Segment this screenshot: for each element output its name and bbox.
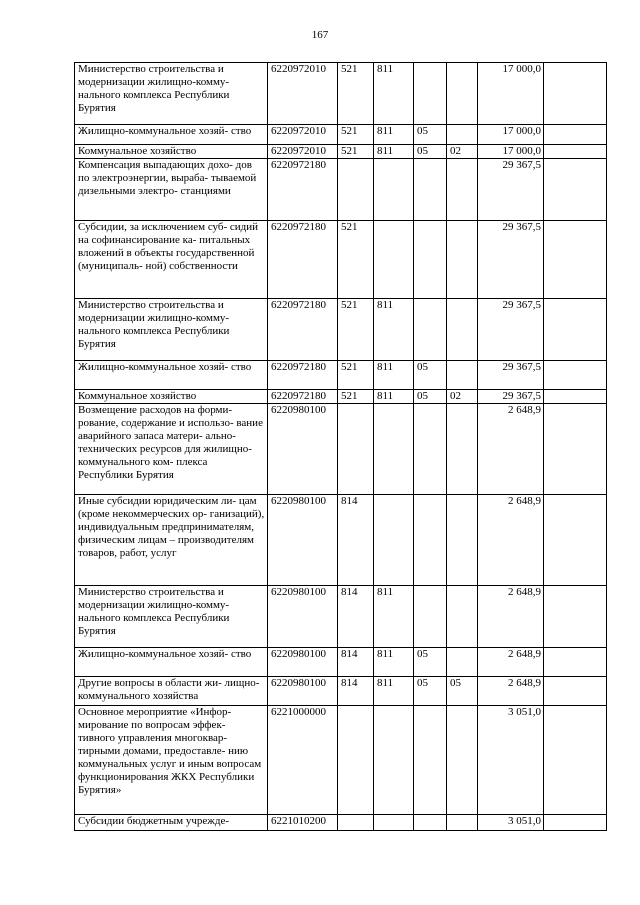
cell-rz: 05 — [414, 145, 447, 159]
cell-vr — [338, 404, 374, 495]
cell-sum: 2 648,9 — [478, 677, 544, 706]
cell-sum: 29 367,5 — [478, 390, 544, 404]
cell-csr: 6220980100 — [268, 586, 338, 648]
cell-pr — [447, 404, 478, 495]
table-row — [75, 706, 607, 815]
cell-sum: 29 367,5 — [478, 221, 544, 299]
cell-name: Жилищно-коммунальное хозяй- ство — [75, 125, 268, 145]
cell-csr: 6221000000 — [268, 706, 338, 815]
cell-vr: 521 — [338, 221, 374, 299]
table-row — [75, 495, 607, 586]
cell-empty — [544, 648, 607, 677]
cell-pr: 05 — [447, 677, 478, 706]
table-row — [75, 299, 607, 361]
cell-name: Министерство строительства и модернизации жилищно-комму- нального комплекса Республики Бурятия — [75, 63, 268, 125]
cell-empty — [544, 125, 607, 145]
table-body — [75, 63, 607, 831]
table-row — [75, 63, 607, 125]
cell-grbs: 811 — [374, 125, 414, 145]
cell-rz — [414, 815, 447, 831]
cell-vr: 521 — [338, 299, 374, 361]
cell-sum: 17 000,0 — [478, 145, 544, 159]
cell-rz: 05 — [414, 390, 447, 404]
cell-csr: 6221010200 — [268, 815, 338, 831]
cell-csr: 6220980100 — [268, 404, 338, 495]
cell-empty — [544, 586, 607, 648]
cell-name: Другие вопросы в области жи- лищно-коммунального хозяйства — [75, 677, 268, 706]
cell-pr — [447, 495, 478, 586]
cell-name: Иные субсидии юридическим ли- цам (кроме некоммерческих ор- ганизаций), индивидуальным предпринимателям, физическим лицам – производителям товаров, работ, услуг — [75, 495, 268, 586]
cell-empty — [544, 390, 607, 404]
cell-empty — [544, 706, 607, 815]
cell-pr: 02 — [447, 390, 478, 404]
cell-vr: 521 — [338, 63, 374, 125]
table-row — [75, 586, 607, 648]
cell-vr: 521 — [338, 390, 374, 404]
cell-name: Основное мероприятие «Инфор- мирование по вопросам эффек- тивного управления многоквар- тирными домами, предоставле- нию коммунальных услуг и иным вопросам функционирования ЖКХ Республики Бурятия» — [75, 706, 268, 815]
cell-grbs: 811 — [374, 63, 414, 125]
cell-sum: 29 367,5 — [478, 299, 544, 361]
table-row — [75, 361, 607, 390]
cell-vr: 814 — [338, 677, 374, 706]
cell-empty — [544, 221, 607, 299]
cell-empty — [544, 815, 607, 831]
cell-csr: 6220980100 — [268, 495, 338, 586]
cell-rz — [414, 63, 447, 125]
cell-pr: 02 — [447, 145, 478, 159]
table-row — [75, 815, 607, 831]
cell-rz — [414, 706, 447, 815]
cell-sum: 29 367,5 — [478, 159, 544, 221]
cell-pr — [447, 815, 478, 831]
cell-sum: 3 051,0 — [478, 815, 544, 831]
cell-pr — [447, 159, 478, 221]
cell-csr: 6220972180 — [268, 361, 338, 390]
cell-grbs: 811 — [374, 677, 414, 706]
cell-vr: 814 — [338, 586, 374, 648]
cell-pr — [447, 221, 478, 299]
cell-sum: 17 000,0 — [478, 125, 544, 145]
table-row — [75, 125, 607, 145]
cell-rz: 05 — [414, 361, 447, 390]
cell-csr: 6220972180 — [268, 299, 338, 361]
cell-empty — [544, 677, 607, 706]
cell-sum: 2 648,9 — [478, 648, 544, 677]
cell-rz — [414, 404, 447, 495]
cell-sum: 29 367,5 — [478, 361, 544, 390]
cell-vr — [338, 706, 374, 815]
cell-grbs — [374, 404, 414, 495]
cell-grbs — [374, 495, 414, 586]
cell-rz: 05 — [414, 648, 447, 677]
cell-empty — [544, 404, 607, 495]
cell-grbs: 811 — [374, 145, 414, 159]
cell-csr: 6220972180 — [268, 390, 338, 404]
cell-vr: 521 — [338, 125, 374, 145]
cell-vr: 521 — [338, 145, 374, 159]
cell-vr: 814 — [338, 495, 374, 586]
cell-grbs — [374, 815, 414, 831]
cell-empty — [544, 145, 607, 159]
cell-empty — [544, 63, 607, 125]
cell-pr — [447, 63, 478, 125]
cell-rz — [414, 586, 447, 648]
cell-grbs — [374, 159, 414, 221]
cell-grbs — [374, 706, 414, 815]
table-row — [75, 390, 607, 404]
cell-pr — [447, 125, 478, 145]
budget-table — [74, 62, 607, 831]
cell-name: Возмещение расходов на форми- рование, содержание и использо- вание аварийного запаса матери- ально-технических ресурсов для жилищно-коммунального ком- плекса Республики Бурятия — [75, 404, 268, 495]
cell-pr — [447, 299, 478, 361]
table-row — [75, 404, 607, 495]
cell-empty — [544, 159, 607, 221]
table-row — [75, 677, 607, 706]
cell-csr: 6220972010 — [268, 63, 338, 125]
table-row — [75, 145, 607, 159]
cell-rz — [414, 159, 447, 221]
cell-grbs — [374, 221, 414, 299]
cell-name: Жилищно-коммунальное хозяй- ство — [75, 648, 268, 677]
cell-rz — [414, 495, 447, 586]
cell-pr — [447, 586, 478, 648]
cell-csr: 6220980100 — [268, 677, 338, 706]
cell-grbs: 811 — [374, 299, 414, 361]
cell-vr — [338, 159, 374, 221]
cell-sum: 17 000,0 — [478, 63, 544, 125]
cell-name: Субсидии бюджетным учрежде- — [75, 815, 268, 831]
cell-empty — [544, 361, 607, 390]
cell-csr: 6220972180 — [268, 221, 338, 299]
cell-name: Жилищно-коммунальное хозяй- ство — [75, 361, 268, 390]
cell-name: Коммунальное хозяйство — [75, 145, 268, 159]
cell-csr: 6220972180 — [268, 159, 338, 221]
cell-sum: 2 648,9 — [478, 404, 544, 495]
cell-csr: 6220972010 — [268, 125, 338, 145]
table-row — [75, 221, 607, 299]
cell-grbs: 811 — [374, 361, 414, 390]
cell-vr: 521 — [338, 361, 374, 390]
cell-sum: 3 051,0 — [478, 706, 544, 815]
table-row — [75, 159, 607, 221]
cell-vr — [338, 815, 374, 831]
cell-name: Министерство строительства и модернизации жилищно-комму- нального комплекса Республики Бурятия — [75, 586, 268, 648]
cell-pr — [447, 648, 478, 677]
cell-grbs: 811 — [374, 390, 414, 404]
cell-name: Коммунальное хозяйство — [75, 390, 268, 404]
cell-empty — [544, 299, 607, 361]
cell-rz: 05 — [414, 677, 447, 706]
cell-name: Субсидии, за исключением суб- сидий на софинансирование ка- питальных вложений в объекты государственной (муниципаль- ной) собственности — [75, 221, 268, 299]
cell-name: Компенсация выпадающих дохо- дов по электроэнергии, выраба- тываемой дизельными электро- станциями — [75, 159, 268, 221]
cell-empty — [544, 495, 607, 586]
cell-pr — [447, 361, 478, 390]
cell-csr: 6220972010 — [268, 145, 338, 159]
cell-name: Министерство строительства и модернизации жилищно-комму- нального комплекса Республики Бурятия — [75, 299, 268, 361]
cell-grbs: 811 — [374, 648, 414, 677]
page-number: 167 — [311, 29, 329, 41]
cell-pr — [447, 706, 478, 815]
cell-csr: 6220980100 — [268, 648, 338, 677]
cell-vr: 814 — [338, 648, 374, 677]
cell-sum: 2 648,9 — [478, 586, 544, 648]
cell-rz: 05 — [414, 125, 447, 145]
cell-sum: 2 648,9 — [478, 495, 544, 586]
cell-grbs: 811 — [374, 586, 414, 648]
cell-rz — [414, 299, 447, 361]
table-row — [75, 648, 607, 677]
cell-rz — [414, 221, 447, 299]
